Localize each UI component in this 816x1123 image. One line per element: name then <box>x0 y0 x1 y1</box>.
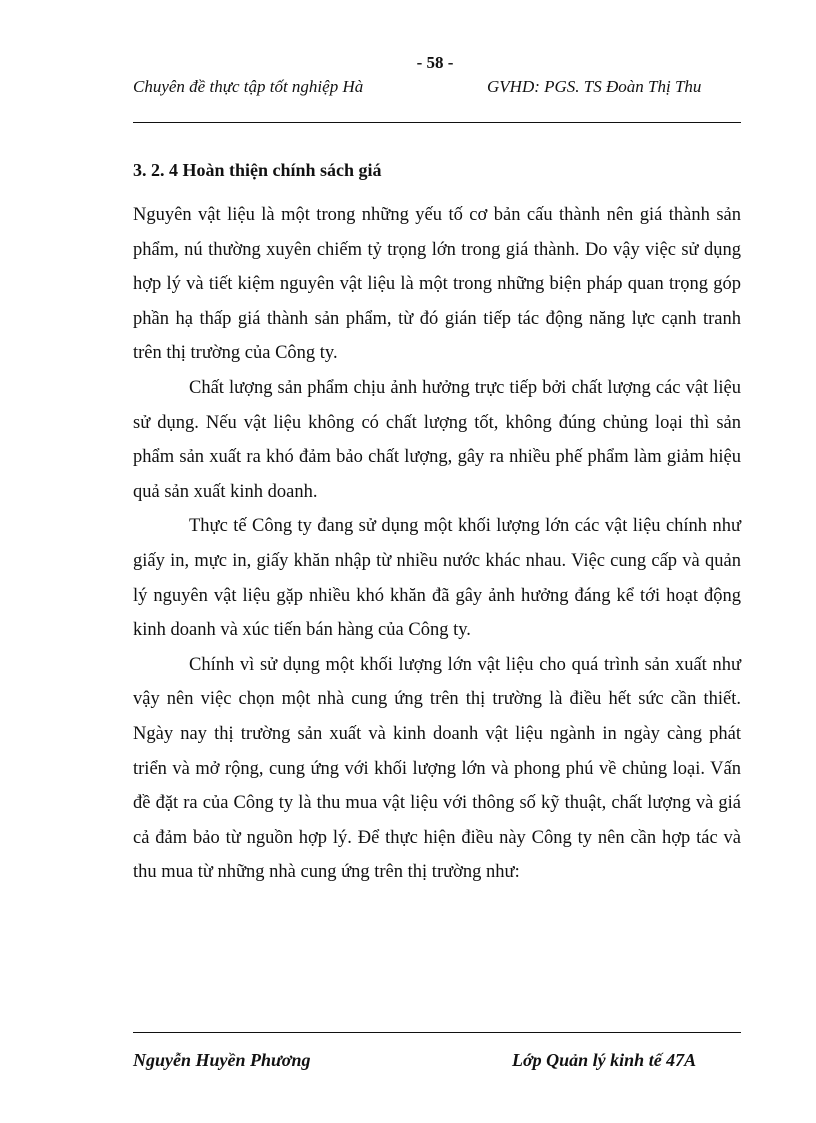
header-supervisor: GVHD: PGS. TS Đoàn Thị Thu <box>487 77 702 96</box>
footer-author: Nguyễn Huyền Phương <box>133 1050 311 1070</box>
page-number: - 58 - <box>416 53 454 72</box>
footer-class: Lớp Quản lý kinh tế 47A <box>512 1050 697 1070</box>
paragraph-4: Chính vì sử dụng một khối lượng lớn vật liệu cho quá trình sản xuất như vậy nên việc chọn một nhà cung ứng trên thị trường là điều hết sức cần thiết. Ngày nay thị trường sản xuất và kinh doanh vật liệu ngành in ngày càng phát triển và mở rộng, cung ứng với khối lượng lớn và phong phú về chủng loại. Vấn đề đặt ra của Công ty là thu mua vật liệu với thông số kỹ thuật, chất lượng và giá cả đảm bảo từ nguồn hợp lý. Để thực hiện điều này Công ty nên cần hợp tác và thu mua từ những nhà cung ứng trên thị trường như: <box>133 654 741 883</box>
footer-divider <box>133 1032 741 1033</box>
header-divider <box>133 122 741 123</box>
section-heading: 3. 2. 4 Hoàn thiện chính sách giá <box>133 160 382 180</box>
header-document-title: Chuyên đề thực tập tốt nghiệp Hà <box>133 77 364 96</box>
paragraph-1: Nguyên vật liệu là một trong những yếu tố cơ bản cấu thành nên giá thành sản phẩm, nú thường xuyên chiếm tỷ trọng lớn trong giá thành. Do vậy việc sử dụng hợp lý và tiết kiệm nguyên vật liệu là một trong những biện pháp quan trọng góp phần hạ thấp giá thành sản phẩm, từ đó gián tiếp tác động năng lực cạnh tranh trên thị trường của Công ty. <box>133 205 741 364</box>
paragraph-2: Chất lượng sản phẩm chịu ảnh hưởng trực tiếp bởi chất lượng các vật liệu sử dụng. Nếu vật liệu không có chất lượng tốt, không đúng chủng loại thì sản phẩm sản xuất ra khó đảm bảo chất lượng, gây ra nhiều phế phẩm làm giảm hiệu quả sản xuất kinh doanh. <box>133 377 741 502</box>
body-text <box>133 198 741 890</box>
paragraph-3: Thực tế Công ty đang sử dụng một khối lượng lớn các vật liệu chính như giấy in, mực in, giấy khăn nhập từ nhiều nước khác nhau. Việc cung cấp và quản lý nguyên vật liệu gặp nhiều khó khăn đã gây ảnh hưởng đáng kể tới hoạt động kinh doanh và xúc tiến bán hàng của Công ty. <box>133 516 741 641</box>
